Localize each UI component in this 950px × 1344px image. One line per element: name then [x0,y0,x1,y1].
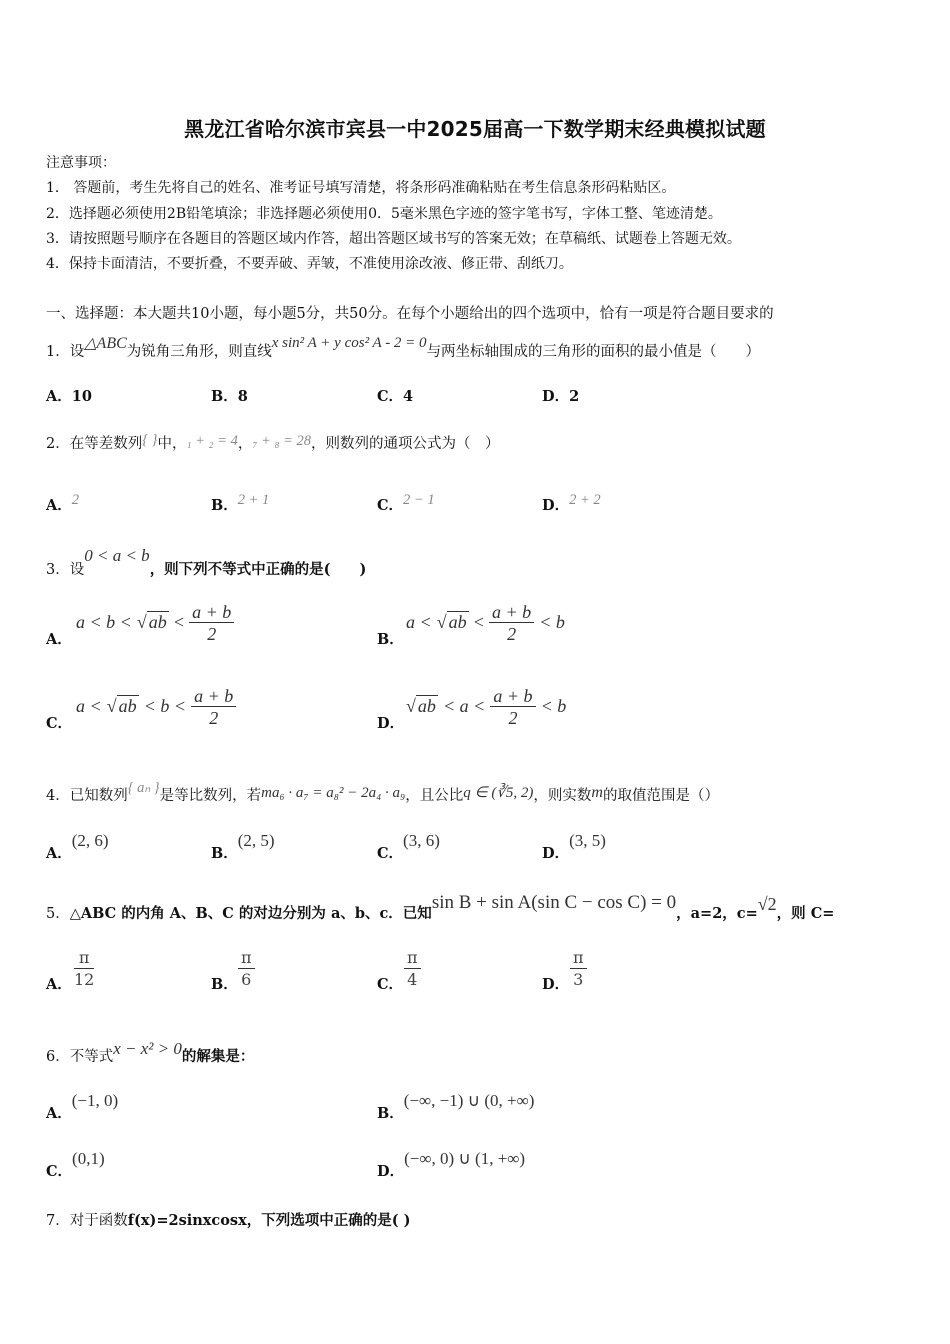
q5-option-b-label: B． [211,976,238,993]
q1-option-a[interactable]: A．10 [46,388,92,405]
q3-option-a-label: A． [46,631,72,648]
q6-option-b[interactable]: B．(−∞, −1) ∪ (0, +∞) [377,1091,535,1122]
q4-text-3: ，则实数 [533,788,592,804]
q4-m: m [591,784,603,801]
q5-text-2: ，a=2，c= [676,905,758,922]
q5-number: 5． [46,906,70,922]
q2-option-a[interactable]: A．2 [46,492,80,514]
q4-number: 4．已知数列 [46,788,128,804]
q4-text-1: 是等比数列，若 [159,788,262,804]
q6-option-d[interactable]: D．(−∞, 0) ∪ (1, +∞) [377,1149,526,1180]
q5-equation: sin B + sin A(sin C − cos C) = 0 [431,892,677,913]
question-7 [46,1209,411,1230]
q2-text-1: 中， [157,436,187,452]
question-3 [46,546,367,579]
question-4 [46,780,719,805]
q3-text: ，则下列不等式中正确的是( ) [149,561,367,578]
q5-option-a-label: A． [46,976,72,993]
q3-option-a[interactable]: a < b < √ ab < $\frac{a + b}{2}$ [76,602,234,645]
q2-equation-1: ₁ + ₂ = 4 [186,433,238,449]
q5-text-1: △ABC 的内角 A、B、C 的对边分别为 a、b、c．已知 [69,905,432,922]
question-2 [46,432,500,453]
q2-sequence: { } [142,432,158,448]
q7-number: 7．对于函数 [46,1213,128,1229]
q4-option-a[interactable]: A．(2, 6) [46,831,109,862]
q4-option-c[interactable]: C．(3, 6) [377,831,440,862]
q2-option-d[interactable]: D．2 + 2 [542,492,601,514]
q6-inequality: x − x² > 0 [113,1039,182,1058]
q1-option-d[interactable]: D．2 [542,388,580,405]
q5-option-c[interactable]: $\frac{\pi}{4}$ [404,948,421,991]
q3-condition: 0 < a < b [84,546,150,565]
q2-text-3: 为（ ） [441,436,500,452]
q4-text-4: 的取值范围是（） [602,788,719,804]
q3-option-b[interactable]: a < √ ab < $\frac{a + b}{2}$ < b [406,602,565,644]
q5-option-d[interactable]: $\frac{\pi}{3}$ [570,948,587,991]
q4-text-2: ，且公比 [405,788,464,804]
q6-number: 6．不等式 [46,1049,114,1065]
q5-option-a[interactable]: $\frac{\pi}{12}$ [74,948,95,989]
q3-option-a-sqrt: ab [148,612,167,632]
q1-number: 1．设 [46,344,85,360]
q5-text-3: ，则 C= [776,905,835,922]
question-1 [46,335,761,361]
q6-text: 的解集是： [181,1048,255,1065]
q5-option-b[interactable]: $\frac{\pi}{6}$ [238,948,255,991]
q4-sequence: { aₙ } [127,780,160,796]
q3-option-c[interactable]: a < √ ab < b < $\frac{a + b}{2}$ [76,686,236,729]
q2-number: 2．在等差数列 [46,436,143,452]
q1-option-b[interactable]: B．8 [211,388,248,405]
notice-item-2: 2．选择题必须使用2B铅笔填涂；非选择题必须使用0．5毫米黑色字迹的签字笔书写，字体工整、笔迹清楚。 [46,206,722,222]
q6-option-a[interactable]: A．(−1, 0) [46,1091,119,1122]
q2-option-c[interactable]: C．2 − 1 [377,492,435,514]
q3-option-c-label: C． [46,715,73,732]
q3-number: 3．设 [46,562,85,578]
q1-text-1: 为锐角三角形，则直线 [126,344,272,360]
notice-item-4: 4．保持卡面清洁，不要折叠，不要弄破、弄皱，不准使用涂改液、修正带、刮纸刀。 [46,256,573,272]
q2-option-b[interactable]: B．2 + 1 [211,492,270,514]
q3-option-d[interactable]: √ ab < a < $\frac{a + b}{2}$ < b [406,686,567,728]
q1-triangle: △ABC [84,335,127,352]
page-title: 黑龙江省哈尔滨市宾县一中2025届高一下数学期末经典模拟试题 [184,117,766,141]
q3-option-b-label: B． [377,631,404,648]
q4-ratio: q ∈ (∛5, 2) [463,785,534,801]
question-6 [46,1039,255,1066]
q1-equation: x sin² A + y cos² A - 2 = 0 [271,335,427,351]
notice-heading: 注意事项： [46,155,116,171]
question-5 [46,892,835,924]
q5-c-value: √2 [757,894,777,914]
q1-option-c[interactable]: C．4 [377,388,414,405]
notice-item-3: 3．请按照题号顺序在各题目的答题区域内作答，超出答题区域书写的答案无效；在草稿纸、试题卷上答题无效。 [46,231,741,247]
q2-equation-2: ₇ + ₈ = 28 [252,433,312,449]
section-heading: 一、选择题：本大题共10小题，每小题5分，共50分。在每个小题给出的四个选项中，恰有一项是符合题目要求的 [46,306,774,322]
q4-equation: ma₆ · a₇ = a₈² − 2a₄ · a₉ [261,785,406,801]
q7-text: f(x)=2sinxcosx，下列选项中正确的是( ) [127,1212,411,1229]
q2-separator: ， [237,436,253,452]
q1-text-2: 与两坐标轴围成的三角形的面积的最小值是（ ） [426,344,761,360]
q4-option-b[interactable]: B．(2, 5) [211,831,275,862]
q3-option-d-label: D． [377,715,405,732]
q5-option-c-label: C． [377,976,404,993]
q2-text-2: ，则数列的通项公式 [311,436,442,452]
q6-option-c[interactable]: C．(0,1) [46,1149,105,1180]
notice-item-1: 1． 答题前，考生先将自己的姓名、准考证号填写清楚，将条形码准确粘贴在考生信息条形码粘贴区。 [46,180,676,196]
q4-option-d[interactable]: D．(3, 5) [542,831,606,862]
q5-option-d-label: D． [542,976,570,993]
